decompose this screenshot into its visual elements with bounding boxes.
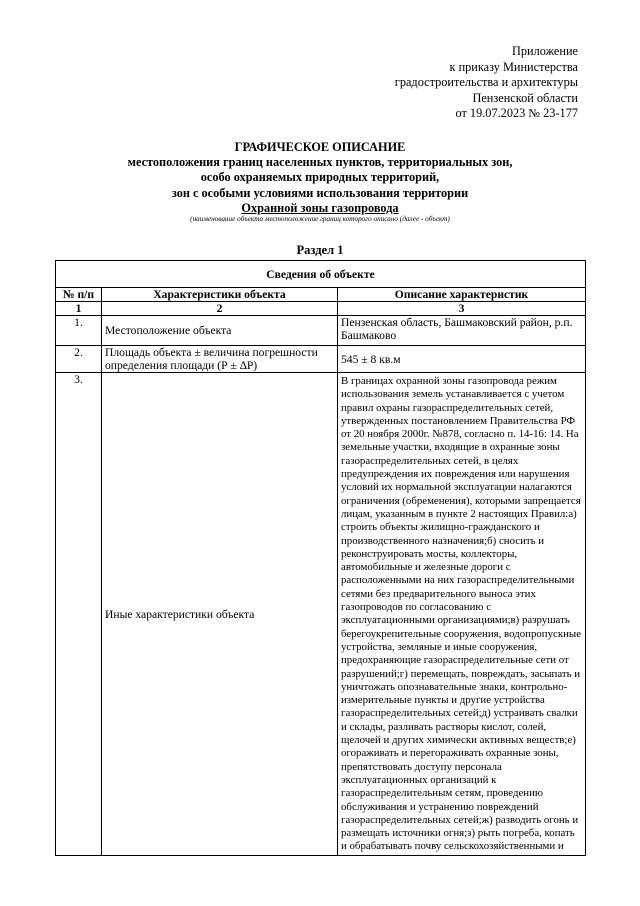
section-title: Раздел 1 <box>296 243 344 257</box>
row-number: 3. <box>56 373 102 856</box>
row-number: 1. <box>56 316 102 346</box>
table-row <box>56 373 586 856</box>
table-row <box>56 346 586 373</box>
column-number: 2 <box>102 302 338 316</box>
row-number: 2. <box>56 346 102 373</box>
row-label: Иные характеристики объекта <box>102 373 338 856</box>
table-header-row <box>56 288 586 302</box>
approval-block <box>318 44 578 122</box>
object-name: Охранной зоны газопровода <box>241 200 399 215</box>
approval-line: Приложение <box>512 44 578 58</box>
document-subtitle-line: местоположения границ населенных пунктов, территориальных зон, <box>127 155 513 169</box>
approval-line: к приказу Министерства <box>449 59 578 74</box>
object-info-table <box>55 260 586 856</box>
approval-line: градостроительства и архитектуры <box>394 75 578 90</box>
row-label: Местоположение объекта <box>102 316 338 346</box>
row-label: Площадь объекта ± величина погрешности определения площади (Р ± ∆Р) <box>102 346 338 373</box>
column-number-row <box>56 302 586 316</box>
object-name-note: (наименование объекта местоположение границ которого описано (далее - объект) <box>190 214 450 223</box>
document-heading <box>40 140 600 224</box>
column-header: Характеристики объекта <box>102 288 338 302</box>
table-caption: Сведения об объекте <box>56 261 586 288</box>
document-title: ГРАФИЧЕСКОЕ ОПИСАНИЕ <box>234 140 406 154</box>
document-subtitle-line: зон с особыми условиями использования территории <box>171 185 469 200</box>
column-number: 1 <box>56 302 102 316</box>
column-header: № п/п <box>56 288 102 302</box>
document-subtitle-line: особо охраняемых природных территорий, <box>200 170 440 185</box>
table-row <box>56 316 586 346</box>
row-value: В границах охранной зоны газопровода режим использования земель устанавливается с учетом правил охраны газораспределительных сетей, утвержденных постановлением Правительства РФ от 20 ноября 2000г. №878, согласно п. 14-16: 14. На земельные участки, входящие в охранные зоны газораспределительных сетей, в целях предупреждения их повреждения или нарушения условий их нормальной эксплуатации налагаются ограничения (обременения), которыми запрещается лицам, указанным в пункте 2 настоящих Правил:а) строить объекты жилищно-гражданского и производственного назначения;б) сносить и реконструировать мосты, коллекторы, автомобильные и железные дороги с расположенными на них газораспределительными сетями без предварительного выноса этих газопроводов по согласованию с эксплуатационными организациями;в) разрушать берегоукрепительные сооружения, водопропускные устройства, земляные и иные сооружения, предохраняющие газораспределительные сети от разрушений;г) перемещать, повреждать, засыпать и уничтожать опознавательные знаки, контрольно-измерительные пункты и другие устройства газораспределительных сетей;д) устраивать свалки и склады, разливать растворы кислот, солей, щелочей и других химически активных веществ;е) огораживать и перегораживать охранные зоны, препятствовать доступу персонала эксплуатационных организаций к газораспределительным сетям, проведению обслуживания и устранению повреждений газораспределительных сетей;ж) разводить огонь и размещать источники огня;з) рыть погреба, копать и обрабатывать почву сельскохозяйственными и <box>338 373 586 856</box>
approval-line: Пензенской области <box>472 90 578 105</box>
row-value: Пензенская область, Башмаковский район, р.п. Башмаково <box>338 316 586 346</box>
column-header: Описание характеристик <box>338 288 586 302</box>
column-number: 3 <box>338 302 586 316</box>
approval-line: от 19.07.2023 № 23-177 <box>455 106 578 121</box>
row-value: 545 ± 8 кв.м <box>338 346 586 373</box>
